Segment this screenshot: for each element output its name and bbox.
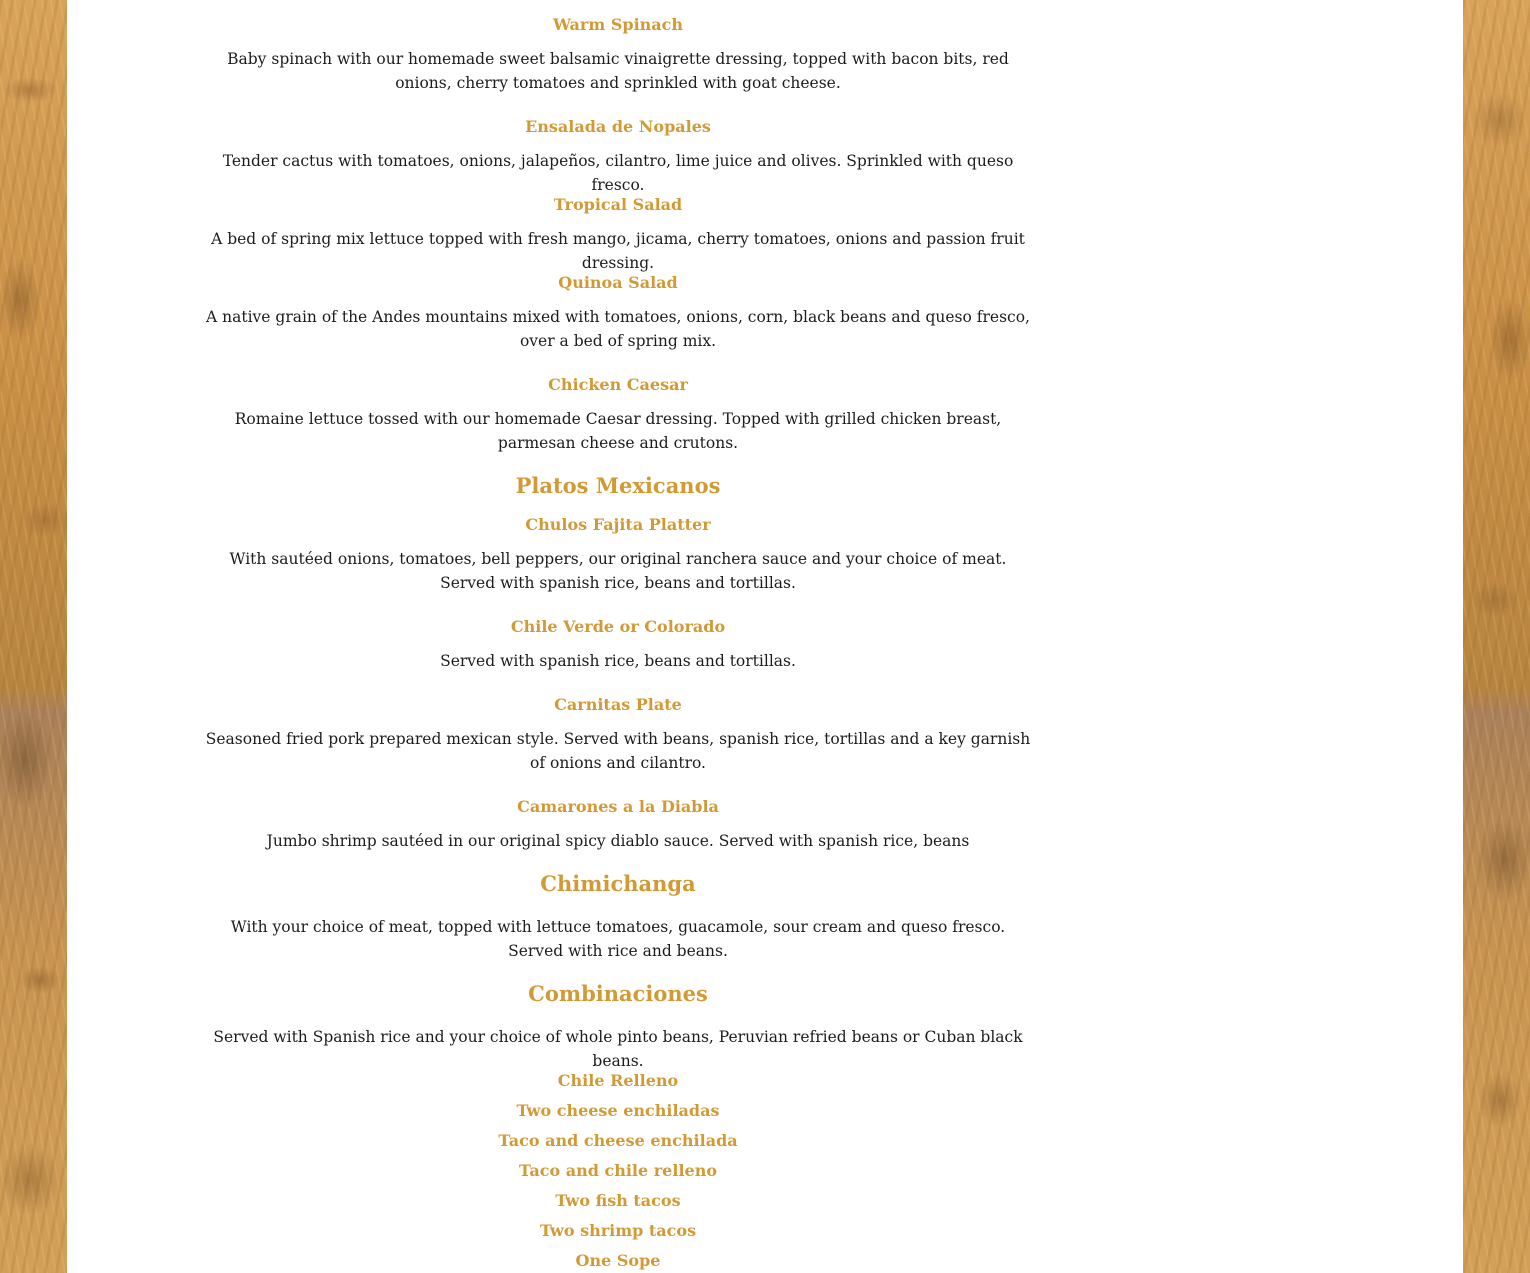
section-title-platos: Platos Mexicanos bbox=[515, 473, 721, 498]
menu-item-description: Tender cactus with tomatoes, onions, jalapeños, cilantro, lime juice and olives. Sprinkled with queso fresco. bbox=[222, 152, 1014, 194]
combo-item: One Sope bbox=[575, 1251, 661, 1270]
menu-item-title: Chulos Fajita Platter bbox=[525, 515, 711, 534]
menu-item-title: Camarones a la Diabla bbox=[517, 797, 719, 816]
menu-item-description: Served with spanish rice, beans and tortillas. bbox=[440, 652, 796, 670]
menu-item-title: Chile Verde or Colorado bbox=[510, 617, 726, 636]
menu-item-description: A native grain of the Andes mountains mixed with tomatoes, onions, corn, black beans and queso fresco, over a bed of spring mix. bbox=[206, 308, 1030, 350]
menu-item-description: Baby spinach with our homemade sweet balsamic vinaigrette dressing, topped with bacon bits, red onions, cherry tomatoes and sprinkled with goat cheese. bbox=[227, 50, 1009, 92]
menu-item-title: Ensalada de Nopales bbox=[525, 117, 711, 136]
combo-item: Chile Relleno bbox=[557, 1071, 679, 1090]
menu-item-description: With sautéed onions, tomatoes, bell peppers, our original ranchera sauce and your choice of meat. Served with spanish rice, beans and tortillas. bbox=[229, 550, 1007, 592]
menu-item-title: Quinoa Salad bbox=[558, 273, 678, 292]
section-description: With your choice of meat, topped with lettuce tomatoes, guacamole, sour cream and queso fresco. Served with rice and beans. bbox=[230, 918, 1006, 960]
section-title-combinaciones: Combinaciones bbox=[528, 981, 708, 1006]
menu-item-description: Seasoned fried pork prepared mexican style. Served with beans, spanish rice, tortillas and a key garnish of onions and cilantro. bbox=[205, 730, 1031, 772]
section-title-chimichanga: Chimichanga bbox=[540, 871, 696, 896]
menu-item-description: Romaine lettuce tossed with our homemade Caesar dressing. Topped with grilled chicken breast, parmesan cheese and crutons. bbox=[234, 410, 1002, 452]
combo-item: Taco and chile relleno bbox=[518, 1161, 717, 1180]
combo-item: Two fish tacos bbox=[555, 1191, 681, 1210]
section-description: Served with Spanish rice and your choice of whole pinto beans, Peruvian refried beans or Cuban black beans. bbox=[213, 1028, 1023, 1070]
combo-item: Two shrimp tacos bbox=[539, 1221, 697, 1240]
menu-item-description: Jumbo shrimp sautéed in our original spicy diablo sauce. Served with spanish rice, beans bbox=[266, 832, 970, 850]
combo-item: Two cheese enchiladas bbox=[516, 1101, 720, 1120]
menu-item-title: Tropical Salad bbox=[553, 195, 683, 214]
menu-item-title: Chicken Caesar bbox=[548, 375, 688, 394]
menu-item-description: A bed of spring mix lettuce topped with fresh mango, jicama, cherry tomatoes, onions and passion fruit dressing. bbox=[211, 230, 1025, 272]
menu-item-title: Warm Spinach bbox=[552, 15, 684, 34]
menu-item-title: Carnitas Plate bbox=[554, 695, 682, 714]
combo-item: Taco and cheese enchilada bbox=[498, 1131, 738, 1150]
